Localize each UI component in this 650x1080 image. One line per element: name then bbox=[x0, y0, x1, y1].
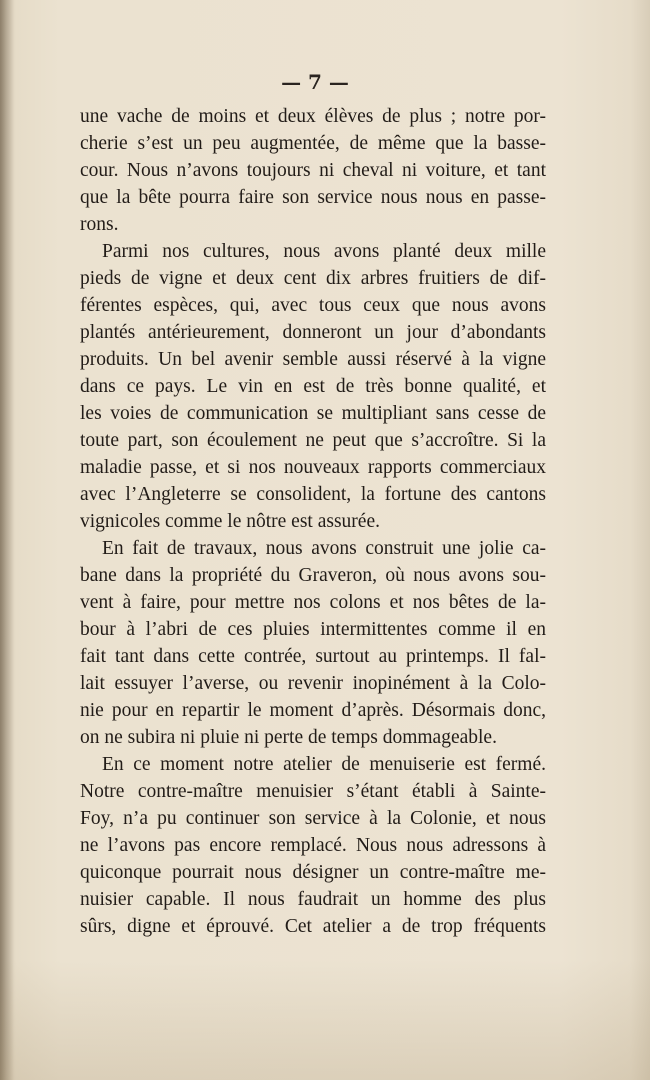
text-line: quiconque pourrait nous désigner un contre-maître me- bbox=[80, 862, 546, 883]
text-line: cour. Nous n’avons toujours ni cheval ni voiture, et tant bbox=[80, 160, 546, 181]
text-line: dans ce pays. Le vin en est de très bonne qualité, et bbox=[80, 376, 546, 397]
text-line: cherie s’est un peu augmentée, de même que la basse- bbox=[80, 133, 546, 154]
text-line: bour à l’abri de ces pluies intermittentes comme il en bbox=[80, 619, 546, 640]
page-number: — 7 — bbox=[281, 70, 349, 94]
text-line: on ne subira ni pluie ni perte de temps dommageable. bbox=[80, 727, 497, 748]
body-text bbox=[80, 103, 546, 940]
text-line: vent à faire, pour mettre nos colons et nos bêtes de la- bbox=[80, 592, 546, 613]
text-line: une vache de moins et deux élèves de plus ; notre por- bbox=[80, 106, 546, 127]
text-line: Notre contre-maître menuisier s’étant établi à Sainte- bbox=[80, 781, 546, 802]
text-line: les voies de communication se multipliant sans cesse de bbox=[80, 403, 546, 424]
text-line: sûrs, digne et éprouvé. Cet atelier a de trop fréquents bbox=[80, 916, 546, 937]
text-line: produits. Un bel avenir semble aussi réservé à la vigne bbox=[80, 349, 546, 370]
text-line: ne l’avons pas encore remplacé. Nous nous adressons à bbox=[80, 835, 546, 856]
text-line: maladie passe, et si nos nouveaux rapports commerciaux bbox=[80, 457, 546, 478]
text-line: En ce moment notre atelier de menuiserie est fermé. bbox=[102, 754, 546, 775]
text-line: lait essuyer l’averse, ou revenir inopinément à la Colo- bbox=[80, 673, 546, 694]
text-line: Foy, n’a pu continuer son service à la Colonie, et nous bbox=[80, 808, 546, 829]
text-line: En fait de travaux, nous avons construit une jolie ca- bbox=[102, 538, 546, 559]
text-line: nuisier capable. Il nous faudrait un homme des plus bbox=[80, 889, 546, 910]
text-line: bane dans la propriété du Graveron, où nous avons sou- bbox=[80, 565, 546, 586]
text-line: vignicoles comme le nôtre est assurée. bbox=[80, 511, 380, 532]
text-line: rons. bbox=[80, 214, 119, 235]
text-line: férentes espèces, qui, avec tous ceux que nous avons bbox=[80, 295, 546, 316]
text-line: pieds de vigne et deux cent dix arbres fruitiers de dif- bbox=[80, 268, 546, 289]
text-line: Parmi nos cultures, nous avons planté deux mille bbox=[102, 241, 546, 262]
text-line: toute part, son écoulement ne peut que s’accroître. Si la bbox=[80, 430, 546, 451]
text-line: plantés antérieurement, donneront un jour d’abondants bbox=[80, 322, 546, 343]
binding-shadow bbox=[0, 0, 14, 1080]
text-line: que la bête pourra faire son service nous nous en passe- bbox=[80, 187, 546, 208]
text-line: nie pour en repartir le moment d’après. Désormais donc, bbox=[80, 700, 546, 721]
text-line: avec l’Angleterre se consolident, la fortune des cantons bbox=[80, 484, 546, 505]
paper-stain bbox=[0, 960, 650, 1080]
text-line: fait tant dans cette contrée, surtout au printemps. Il fal- bbox=[80, 646, 546, 667]
